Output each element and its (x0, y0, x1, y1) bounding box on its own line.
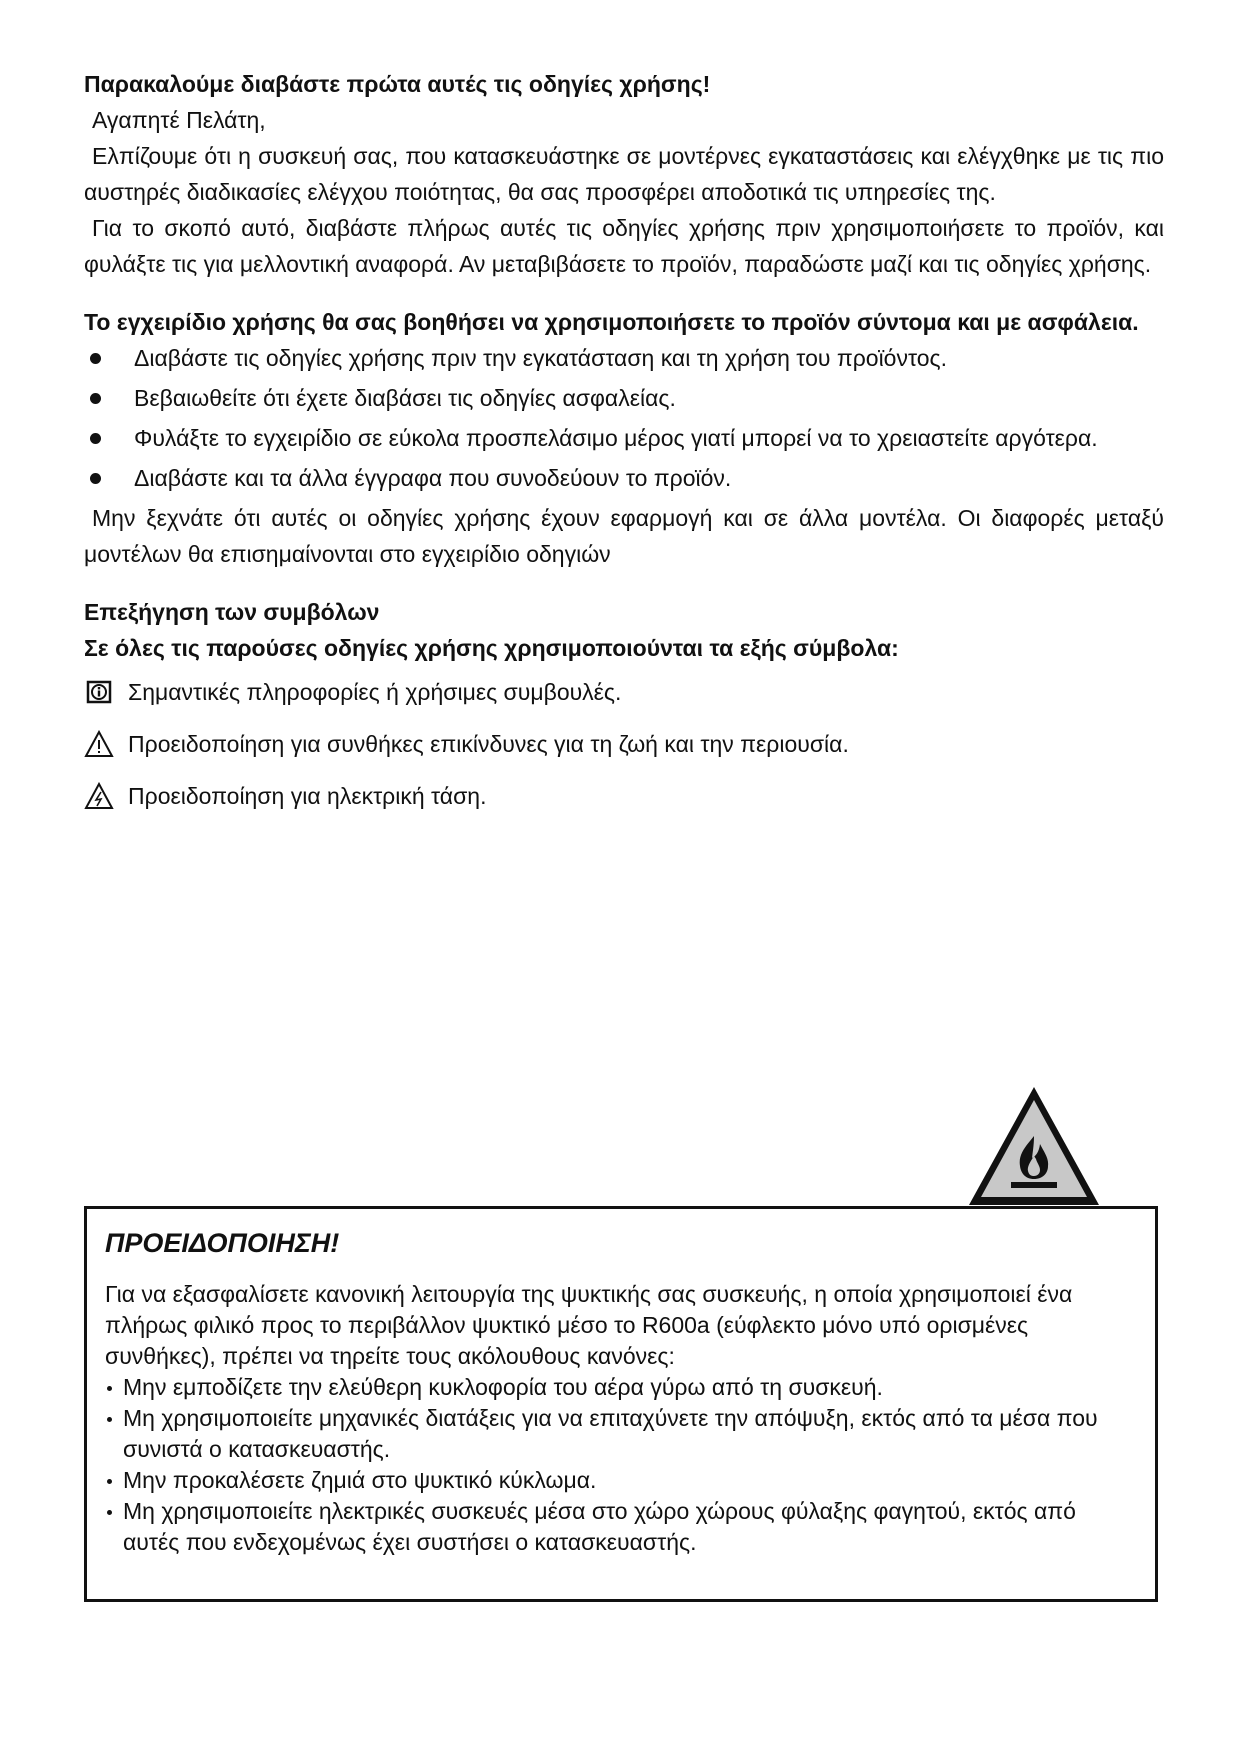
list-item: Διαβάστε και τα άλλα έγγραφα που συνοδεύουν το προϊόν. (84, 460, 1164, 496)
bullet-icon (90, 473, 101, 484)
list-item: Φυλάξτε το εγχειρίδιο σε εύκολα προσπελάσιμο μέρος γιατί μπορεί να το χρειαστείτε αργότερα. (84, 420, 1164, 456)
intro-paragraph-1: Ελπίζουμε ότι η συσκευή σας, που κατασκευάστηκε σε μοντέρνες εγκαταστάσεις και ελέγχθηκε με τις πιο αυστηρές διαδικασίες ελέγχου ποιότητας, θα σας προσφέρει αποδοτικά τις υπηρεσίες της. (84, 143, 1164, 205)
bullet-icon (90, 433, 101, 444)
symbols-subheading: Σε όλες τις παρούσες οδηγίες χρήσης χρησιμοποιούνται τα εξής σύμβολα: (84, 635, 899, 661)
symbol-row-info (84, 674, 1164, 710)
info-icon (84, 678, 114, 706)
symbol-text: Προειδοποίηση για συνθήκες επικίνδυνες για τη ζωή και την περιουσία. (128, 731, 849, 757)
bullet-icon (107, 1510, 112, 1515)
bullet-icon (107, 1386, 112, 1391)
bullet-icon (107, 1417, 112, 1422)
models-note: Μην ξεχνάτε ότι αυτές οι οδηγίες χρήσης έχουν εφαρμογή και σε άλλα μοντέλα. Οι διαφορές μεταξύ μοντέλων θα επισημαίνονται στο εγχειρίδιο οδηγιών (84, 505, 1164, 567)
symbol-row-warning (84, 726, 1164, 762)
list-item: Μην εμποδίζετε την ελεύθερη κυκλοφορία του αέρα γύρω από τη συσκευή. (105, 1372, 1137, 1403)
warning-triangle-icon (84, 730, 114, 758)
symbols-heading: Επεξήγηση των συμβόλων (84, 599, 380, 625)
list-item: Μη χρησιμοποιείτε μηχανικές διατάξεις για να επιταχύνετε την απόψυξη, εκτός από τα μέσα που συνιστά ο κατασκευαστής. (105, 1403, 1137, 1465)
flammable-warning-icon (966, 1084, 1102, 1208)
electric-warning-icon (84, 782, 114, 810)
greeting: Αγαπητέ Πελάτη, (92, 107, 266, 133)
list-item: Βεβαιωθείτε ότι έχετε διαβάσει τις οδηγίες ασφαλείας. (84, 380, 1164, 416)
warning-intro: Για να εξασφαλίσετε κανονική λειτουργία της ψυκτικής σας συσκευής, η οποία χρησιμοποιεί ένα πλήρως φιλικό προς το περιβάλλον ψυκτικό μέσο το R600a (εύφλεκτο μόνο υπό ορισμένες συνθήκες), πρέπει να τηρείτε τους ακόλουθους κανόνες: (105, 1281, 1073, 1369)
manual-bullet-list (84, 340, 1164, 496)
list-item: Μη χρησιμοποιείτε ηλεκτρικές συσκευές μέσα στο χώρο χώρους φύλαξης φαγητού, εκτός από αυτές που ενδεχομένως έχει συστήσει ο κατασκευαστής. (105, 1496, 1137, 1558)
symbol-row-electric (84, 778, 1164, 814)
document-page (84, 66, 1164, 830)
bullet-icon (107, 1479, 112, 1484)
warning-title: ΠΡΟΕΙΔΟΠΟΙΗΣΗ! (105, 1228, 340, 1258)
warning-box (84, 1206, 1158, 1602)
manual-heading: Το εγχειρίδιο χρήσης θα σας βοηθήσει να χρησιμοποιήσετε το προϊόν σύντομα και με ασφάλεια. (84, 309, 1139, 335)
intro-paragraph-2: Για το σκοπό αυτό, διαβάστε πλήρως αυτές τις οδηγίες χρήσης πριν χρησιμοποιήσετε το προϊόν, και φυλάξτε τις για μελλοντική αναφορά. Αν μεταβιβάσετε το προϊόν, παραδώστε μαζί και τις οδηγίες χρήσης. (84, 215, 1164, 277)
list-item: Μην προκαλέσετε ζημιά στο ψυκτικό κύκλωμα. (105, 1465, 1137, 1496)
symbol-text: Σημαντικές πληροφορίες ή χρήσιμες συμβουλές. (128, 679, 622, 705)
list-item: Διαβάστε τις οδηγίες χρήσης πριν την εγκατάσταση και τη χρήση του προϊόντος. (84, 340, 1164, 376)
bullet-icon (90, 393, 101, 404)
intro-heading: Παρακαλούμε διαβάστε πρώτα αυτές τις οδηγίες χρήσης! (84, 71, 711, 97)
symbol-text: Προειδοποίηση για ηλεκτρική τάση. (128, 783, 487, 809)
warning-rules-list (105, 1372, 1137, 1558)
bullet-icon (90, 353, 101, 364)
